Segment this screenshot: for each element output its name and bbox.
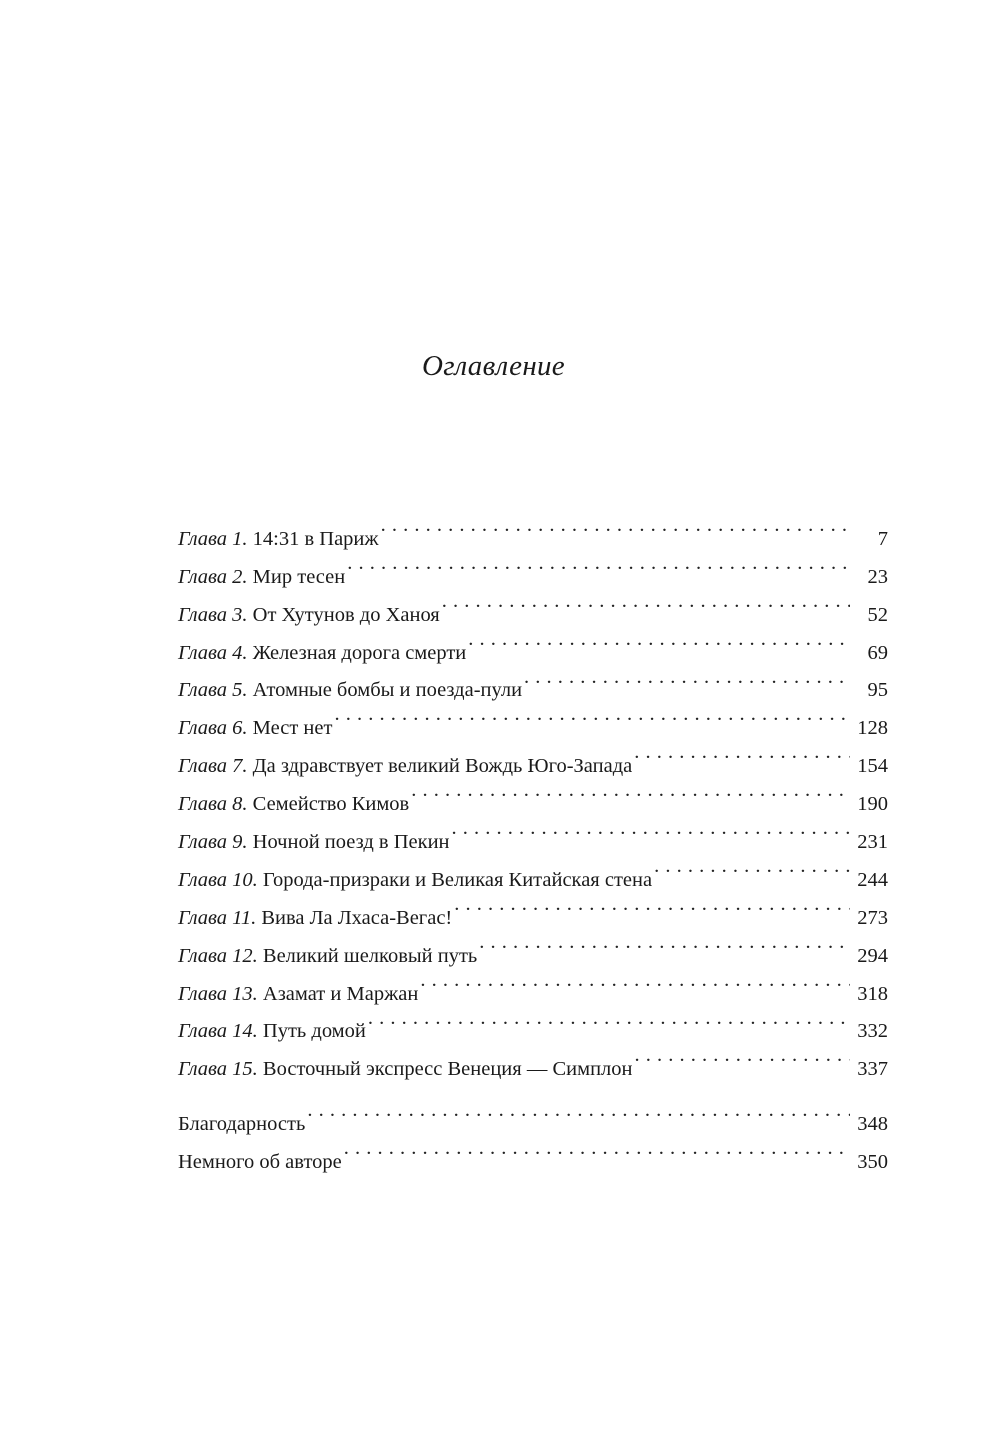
entry-title: Железная дорога смерти: [252, 641, 467, 664]
toc-entry-label: [178, 1106, 305, 1144]
page-number: 318: [857, 982, 888, 1005]
page-number: 332: [857, 1020, 888, 1043]
page-number: 69: [867, 641, 888, 664]
chapter-list: [178, 507, 888, 1081]
dot-leader: [634, 734, 850, 772]
toc-entry[interactable]: [178, 507, 888, 550]
dot-leader: [344, 1130, 850, 1168]
toc-entry-label: [178, 900, 452, 938]
page-number: 273: [857, 906, 888, 929]
table-of-contents: [178, 507, 888, 1174]
entry-title: 14:31 в Париж: [252, 527, 379, 550]
entry-title: Вива Ла Лхаса-Вегас!: [261, 906, 453, 929]
chapter-number: Глава 9.: [178, 831, 248, 854]
page-number: 95: [867, 679, 888, 702]
page-number: 52: [867, 603, 888, 626]
dot-leader: [452, 810, 850, 848]
chapter-number: Глава 2.: [178, 565, 248, 588]
toc-entry[interactable]: [178, 1092, 888, 1136]
dot-leader: [524, 659, 850, 697]
page-title: Оглавление: [422, 350, 565, 382]
toc-entry-label: [178, 1051, 633, 1089]
extras-list: [178, 1092, 888, 1174]
dot-leader: [479, 924, 850, 962]
page-number: 231: [857, 831, 888, 854]
entry-title: Семейство Кимов: [252, 793, 410, 816]
page-number: 350: [857, 1151, 888, 1174]
dot-leader: [368, 1000, 850, 1038]
entry-title: Ночной поезд в Пекин: [252, 831, 450, 854]
toc-entry-label: [178, 824, 450, 862]
dot-leader: [307, 1092, 850, 1130]
entry-title: Города-призраки и Великая Китайская стена: [262, 868, 653, 891]
page-number: 348: [857, 1113, 888, 1136]
dot-leader: [442, 583, 850, 621]
entry-title: Азамат и Маржан: [262, 982, 419, 1005]
entry-title: Восточный экспресс Венеция — Симплон: [262, 1058, 633, 1081]
chapter-number: Глава 8.: [178, 793, 248, 816]
dot-leader: [635, 1037, 851, 1075]
toc-entry-label: [178, 1144, 342, 1182]
chapter-number: Глава 6.: [178, 717, 248, 740]
toc-entry-label: [178, 597, 440, 635]
entry-title: Да здравствует великий Вождь Юго-Запада: [252, 755, 633, 778]
page-number: 190: [857, 793, 888, 816]
entry-title: Великий шелковый путь: [262, 944, 478, 967]
entry-title: Мир тесен: [252, 565, 346, 588]
dot-leader: [654, 848, 850, 886]
dot-leader: [454, 886, 850, 924]
entry-title: Атомные бомбы и поезда-пули: [252, 679, 523, 702]
dot-leader: [381, 507, 850, 545]
toc-entry-label: [178, 559, 345, 597]
dot-leader: [420, 962, 850, 1000]
chapter-number: Глава 11.: [178, 906, 257, 929]
chapter-number: Глава 14.: [178, 1020, 258, 1043]
chapter-number: Глава 10.: [178, 868, 258, 891]
entry-title: Немного об авторе: [178, 1151, 342, 1174]
entry-title: Путь домой: [262, 1020, 366, 1043]
chapter-number: Глава 1.: [178, 527, 248, 550]
chapter-number: Глава 5.: [178, 679, 248, 702]
page-number: 154: [857, 755, 888, 778]
chapter-number: Глава 13.: [178, 982, 258, 1005]
chapter-number: Глава 3.: [178, 603, 248, 626]
chapter-number: Глава 15.: [178, 1058, 258, 1081]
entry-title: От Хутунов до Ханоя: [252, 603, 440, 626]
dot-leader: [347, 545, 850, 583]
chapter-number: Глава 4.: [178, 641, 248, 664]
chapter-number: Глава 12.: [178, 944, 258, 967]
page-number: 244: [857, 868, 888, 891]
toc-entry-label: [178, 1013, 366, 1051]
dot-leader: [468, 621, 850, 659]
entry-title: Мест нет: [252, 717, 333, 740]
entry-title: Благодарность: [178, 1113, 306, 1136]
chapter-number: Глава 7.: [178, 755, 248, 778]
toc-entry-label: [178, 635, 466, 673]
page-number: 294: [857, 944, 888, 967]
page-number: 23: [867, 565, 888, 588]
dot-leader: [334, 696, 850, 734]
page-number: 7: [877, 527, 888, 550]
toc-entry-label: [178, 786, 409, 824]
page-number: 337: [857, 1058, 888, 1081]
dot-leader: [411, 772, 850, 810]
toc-entry-label: [178, 710, 332, 748]
page-number: 128: [857, 717, 888, 740]
